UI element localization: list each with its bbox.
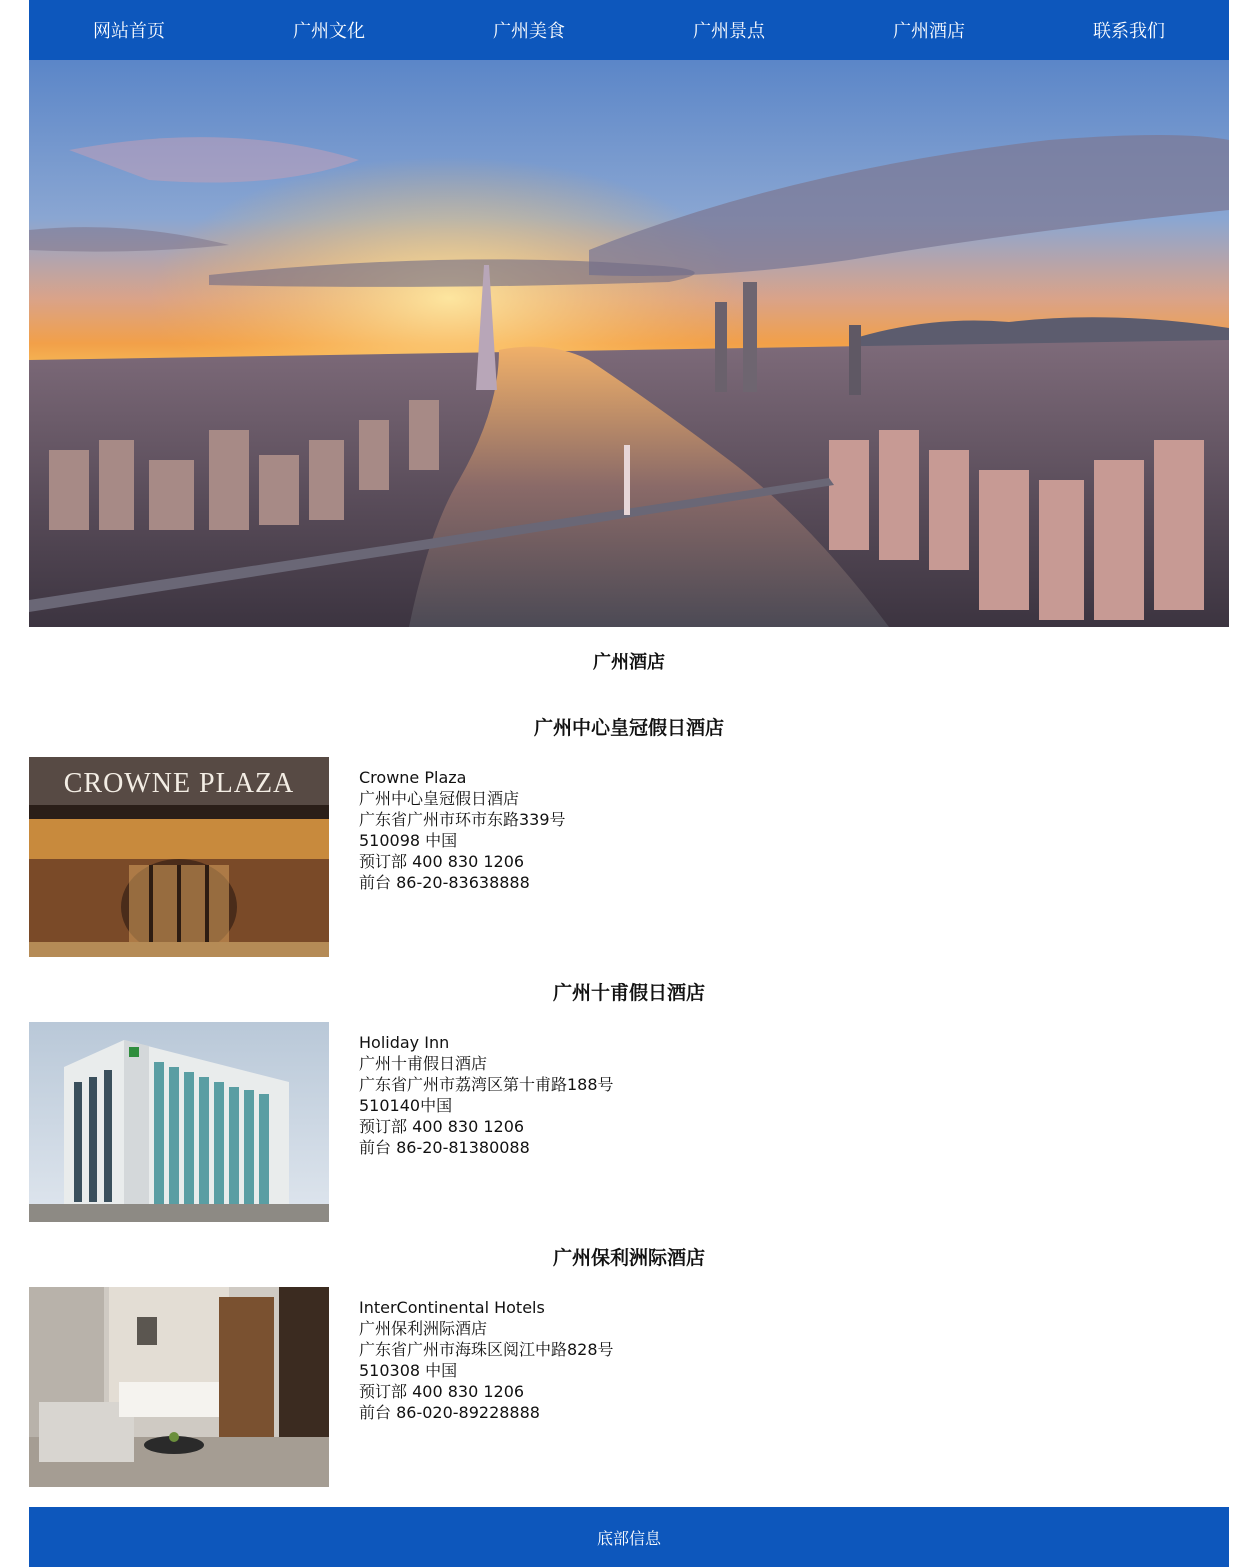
hotel-postcode: 510140中国: [359, 1096, 453, 1115]
hotel-title-crowne: 广州中心皇冠假日酒店: [533, 716, 724, 739]
page-wrapper: [29, 0, 1229, 1487]
section-title: 广州酒店: [593, 652, 665, 673]
hotel-address: 广东省广州市环市东路339号: [359, 810, 566, 829]
hotel-name: 广州十甫假日酒店: [359, 1054, 488, 1073]
crowne-plaza-sign: CROWNE PLAZA: [63, 768, 295, 799]
hotel-title-holiday-inn: 广州十甫假日酒店: [552, 981, 705, 1004]
hotel-brand: InterContinental Hotels: [359, 1298, 545, 1317]
hero-banner-image: [29, 60, 1229, 627]
hotel-brand: Holiday Inn: [359, 1033, 450, 1052]
hotel-address: 广东省广州市荔湾区第十甫路188号: [359, 1075, 614, 1094]
hotel-card-intercontinental: [29, 1287, 1229, 1487]
footer-text: 底部信息: [596, 1528, 661, 1548]
hotel-booking-phone: 预订部 400 830 1206: [359, 1117, 525, 1136]
hotel-postcode: 510098 中国: [359, 831, 458, 850]
hotel-image-holiday-inn: [29, 1022, 329, 1222]
nav-contact[interactable]: 联系我们: [1093, 21, 1165, 42]
nav-food[interactable]: 广州美食: [493, 21, 565, 42]
hotel-image-crowne-plaza: [29, 757, 329, 957]
hotel-front-desk-phone: 前台 86-20-81380088: [359, 1138, 530, 1157]
hotel-address: 广东省广州市海珠区阅江中路828号: [359, 1340, 614, 1359]
hotel-front-desk-phone: 前台 86-020-89228888: [359, 1403, 540, 1422]
hotel-postcode: 510308 中国: [359, 1361, 458, 1380]
nav-home[interactable]: 网站首页: [93, 21, 165, 42]
hotel-title-intercontinental: 广州保利洲际酒店: [552, 1246, 705, 1269]
hotel-name: 广州保利洲际酒店: [359, 1319, 488, 1338]
top-nav: [29, 0, 1229, 60]
hotel-card-holiday-inn: [29, 1022, 1229, 1222]
hotel-image-intercontinental: [29, 1287, 329, 1487]
hotel-info-crowne: [329, 757, 566, 957]
hotel-brand: Crowne Plaza: [359, 768, 467, 787]
hotel-info-intercontinental: [329, 1287, 614, 1487]
hotel-booking-phone: 预订部 400 830 1206: [359, 852, 525, 871]
nav-culture[interactable]: 广州文化: [293, 21, 365, 42]
nav-hotels[interactable]: 广州酒店: [893, 21, 965, 42]
hotel-card-crowne: [29, 757, 1229, 957]
hotel-name: 广州中心皇冠假日酒店: [359, 789, 520, 808]
footer: [29, 1507, 1229, 1567]
nav-attractions[interactable]: 广州景点: [693, 21, 765, 42]
hotel-info-holiday-inn: [329, 1022, 614, 1222]
hotel-booking-phone: 预订部 400 830 1206: [359, 1382, 525, 1401]
hotel-front-desk-phone: 前台 86-20-83638888: [359, 873, 530, 892]
